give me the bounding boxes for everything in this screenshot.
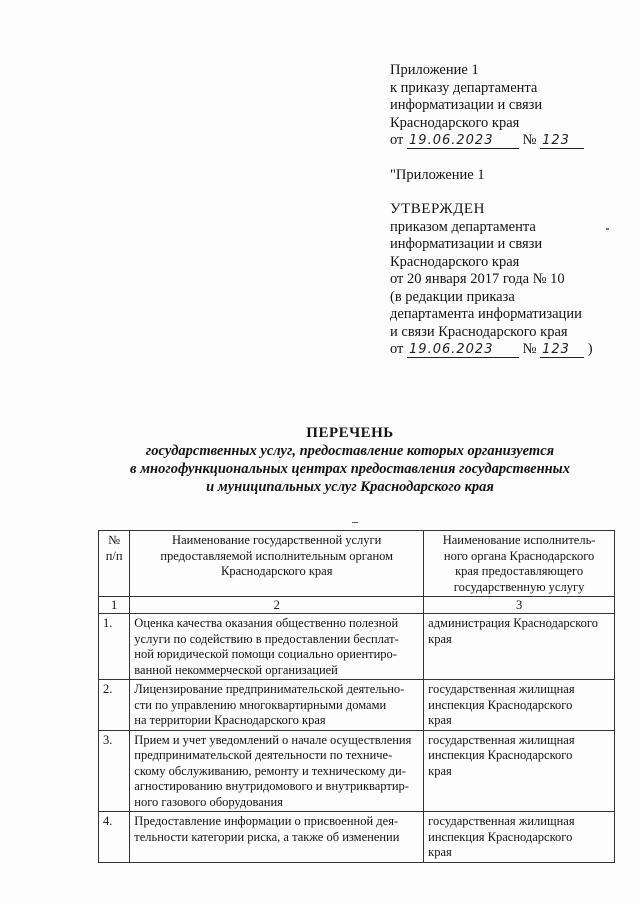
closing-paren: ): [587, 341, 593, 357]
row-number: 4.: [99, 812, 130, 863]
service-name: [130, 680, 424, 731]
table-row: [99, 680, 615, 731]
from-label: от: [390, 132, 404, 148]
approved-line: от 20 января 2017 года № 10: [390, 271, 565, 287]
service-name-line: сти по управлению многоквартирными домами: [134, 697, 387, 712]
organ-name-line: края: [428, 763, 452, 778]
service-name-line: Предоставление информации о присвоенной дея-: [134, 814, 399, 828]
column-index: 2: [130, 597, 424, 614]
table-body: [99, 614, 615, 863]
service-name-line: ной юридической помощи социально ориентиро-: [134, 647, 397, 661]
scan-speck: [352, 522, 358, 523]
table-row: [99, 812, 615, 863]
organ-name-line: инспекция Краснодарского: [428, 829, 573, 844]
organ-name-line: администрация Краснодарского: [428, 616, 598, 630]
service-name-line: ного газового оборудования: [134, 794, 283, 809]
handwritten-number: 123: [540, 134, 584, 149]
service-name: [130, 614, 424, 680]
column-index: 1: [99, 597, 130, 614]
title-line: в многофункциональных центрах предоставления государственных: [130, 461, 570, 477]
service-name-line: ванной некоммерческой организацией: [134, 662, 338, 677]
row-number: 3.: [99, 730, 130, 812]
annex-line: Краснодарского края: [390, 114, 520, 131]
header-service: Наименование государственной услуги предоставляемой исполнительным органом Краснодарского края: [130, 531, 424, 597]
title-line: и муниципальных услуг Краснодарского края: [206, 479, 494, 495]
approved-heading: УТВЕРЖДЕН: [390, 201, 485, 217]
organ-name-line: инспекция Краснодарского: [428, 697, 573, 712]
organ-name-line: государственная жилищная: [428, 814, 575, 828]
organ-name-line: инспекция Краснодарского: [428, 748, 573, 762]
approved-line: Краснодарского края: [390, 253, 520, 270]
annex-date-line: [390, 132, 630, 150]
service-name-line: на территории Краснодарского края: [134, 713, 326, 727]
approved-annex-ref: "Приложение 1: [390, 166, 485, 183]
title-main: ПЕРЕЧЕНЬ: [306, 425, 394, 441]
annex-line: к приказу департамента: [390, 79, 538, 96]
organ-name: [424, 730, 615, 812]
header-num: № п/п: [99, 531, 130, 597]
approved-line: департамента информатизации: [390, 306, 582, 322]
services-table: [98, 530, 615, 863]
row-number: 2.: [99, 680, 130, 731]
annex-line: Приложение 1: [390, 62, 479, 78]
row-number: 1.: [99, 614, 130, 680]
approved-line: (в редакции приказа: [390, 288, 515, 305]
organ-name-line: государственная жилищная: [428, 732, 575, 747]
service-name: [130, 730, 424, 812]
organ-name: [424, 812, 615, 863]
service-name-line: услуги по содействию в предоставлении бесплат-: [134, 631, 399, 646]
column-index: 3: [424, 597, 615, 614]
service-name-line: Оценка качества оказания общественно полезной: [134, 616, 399, 630]
approved-line: и связи Краснодарского края: [390, 323, 568, 340]
service-name-line: Прием и учет уведомлений о начале осуществления: [134, 732, 412, 747]
title-line: государственных услуг, предоставление которых организуется: [145, 443, 555, 459]
handwritten-date: 19.06.2023: [407, 343, 519, 358]
annex-line: информатизации и связи: [390, 97, 543, 113]
approved-date-line: [390, 341, 630, 359]
organ-name-line: государственная жилищная: [428, 682, 575, 696]
from-label: от: [390, 341, 404, 357]
table-row: [99, 730, 615, 812]
header-organ: Наименование исполнитель- ного органа Краснодарского края предоставляющего государственную услугу: [424, 531, 615, 597]
service-name-line: скому обслуживанию, ремонту и техническому ди-: [134, 763, 406, 778]
document-title: [100, 424, 600, 496]
service-name-line: Лицензирование предпринимательской деятельно-: [134, 682, 405, 696]
table-header-row: [99, 531, 615, 597]
approved-line: приказом департамента: [390, 218, 536, 235]
service-name-line: предпринимательской деятельности по техниче-: [134, 748, 393, 762]
service-name-line: агностированию внутридомового и внутриквартир-: [134, 779, 409, 793]
organ-name: [424, 680, 615, 731]
number-label: №: [522, 341, 537, 357]
number-label: №: [522, 132, 537, 148]
table-row: [99, 614, 615, 680]
annex-header: [390, 62, 630, 359]
organ-name: [424, 614, 615, 680]
handwritten-number: 123: [540, 343, 584, 358]
approved-line: информатизации и связи: [390, 236, 543, 252]
column-index-row: [99, 597, 615, 614]
service-name: [130, 812, 424, 863]
organ-name-line: края: [428, 713, 452, 727]
organ-name-line: края: [428, 845, 452, 859]
scan-speck: [606, 228, 609, 230]
service-name-line: тельности категории риска, а также об изменении: [134, 829, 400, 844]
handwritten-date: 19.06.2023: [407, 134, 519, 149]
organ-name-line: края: [428, 631, 452, 646]
